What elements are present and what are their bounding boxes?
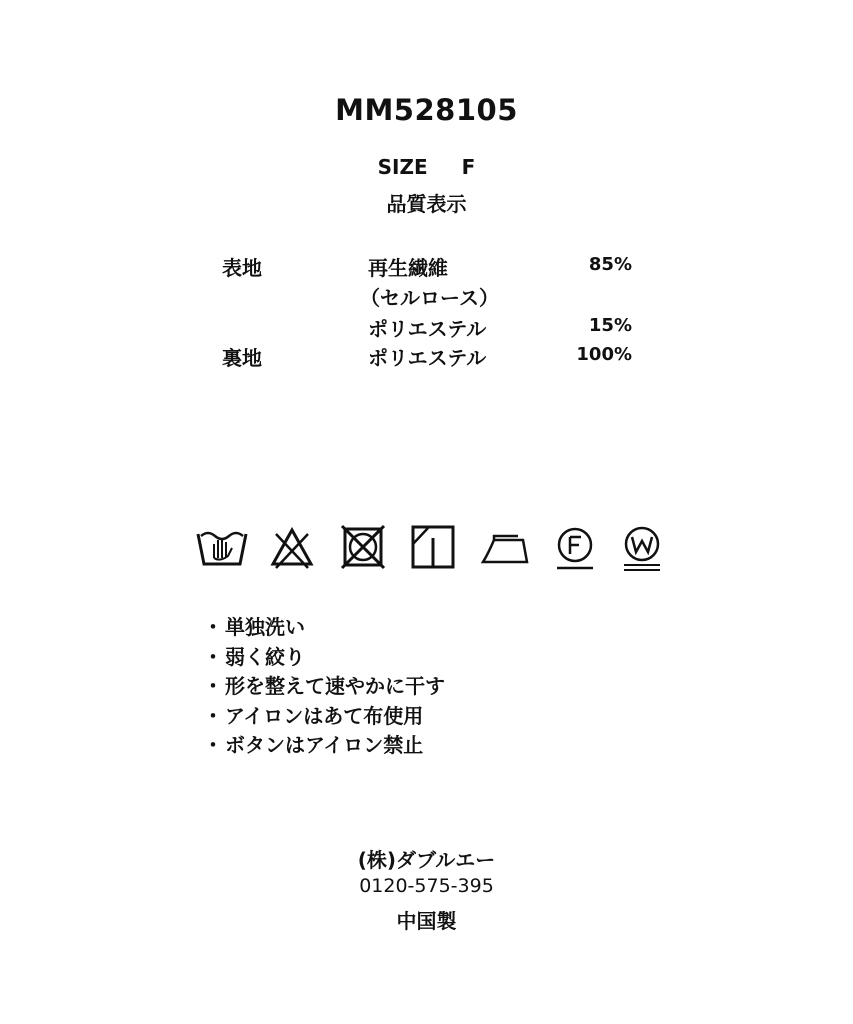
drip-dry-in-shade-icon xyxy=(410,524,456,574)
lining-material: ポリエステル xyxy=(368,346,487,370)
outer-material-1-note: （セルロース） xyxy=(360,286,499,310)
outer-percent-2: 15% xyxy=(588,315,632,336)
dry-clean-f-icon xyxy=(553,524,597,574)
care-note-2: ・ 弱く絞り xyxy=(203,645,305,669)
care-note-4: ・ アイロンはあて布使用 xyxy=(203,704,424,728)
outer-material-1: 再生繊維 xyxy=(368,256,448,280)
quality-heading: 品質表示 xyxy=(386,192,467,216)
outer-material-2: ポリエステル xyxy=(368,317,487,341)
hand-wash-tub-icon xyxy=(195,524,249,574)
company-name: (株)ダブルエー xyxy=(357,848,496,872)
phone-number: 0120-575-395 xyxy=(359,875,494,897)
size-label: SIZE xyxy=(377,155,428,179)
care-note-1: ・ 単独洗い xyxy=(203,615,305,639)
size-value: F xyxy=(461,155,476,179)
care-note-3: ・ 形を整えて速やかに干す xyxy=(203,674,445,698)
iron-low-temperature-icon xyxy=(480,524,530,574)
care-symbols xyxy=(195,524,665,574)
wet-clean-w-icon xyxy=(620,524,664,574)
country-of-origin: 中国製 xyxy=(396,909,457,933)
lining-label: 裏地 xyxy=(222,346,262,370)
do-not-bleach-icon xyxy=(270,524,314,574)
outer-percent-1: 85% xyxy=(588,254,632,275)
product-code: MM528105 xyxy=(335,93,518,127)
do-not-tumble-dry-icon xyxy=(340,524,386,574)
care-note-5: ・ ボタンはアイロン禁止 xyxy=(203,733,424,757)
size-line xyxy=(0,155,853,179)
lining-percent: 100% xyxy=(576,344,632,365)
outer-fabric-label: 表地 xyxy=(222,256,262,280)
